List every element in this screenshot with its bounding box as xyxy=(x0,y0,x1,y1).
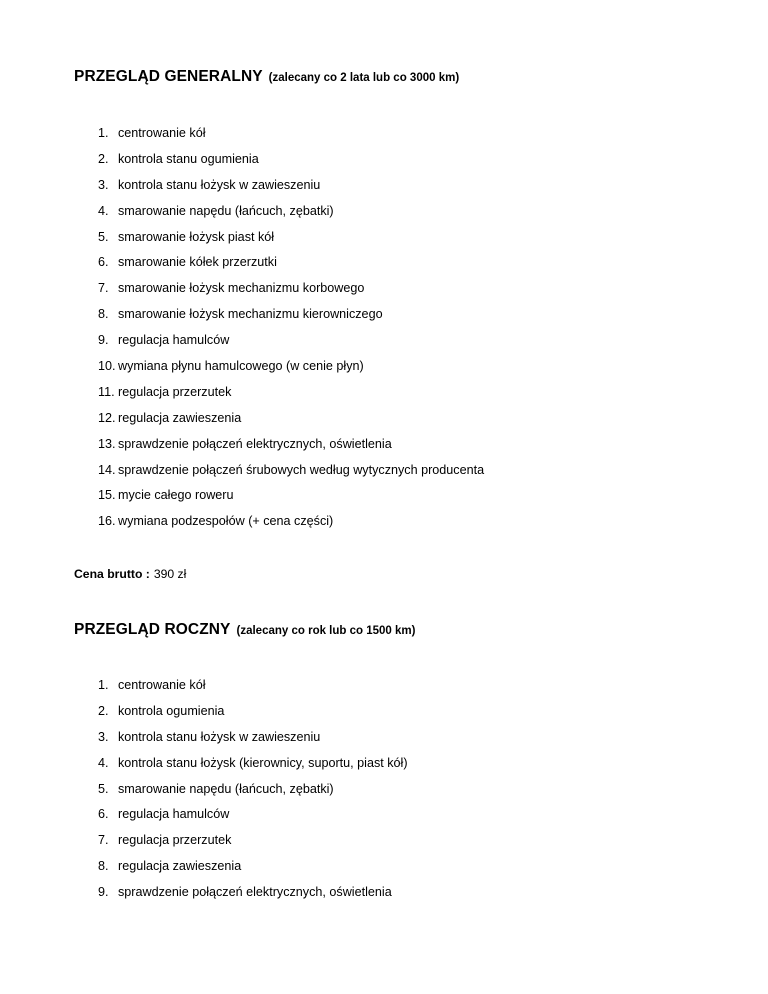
list-item-number: 10. xyxy=(98,359,116,374)
section2-subtitle: (zalecany co rok lub co 1500 km) xyxy=(236,625,416,637)
list-item-text: smarowanie łożysk piast kół xyxy=(118,229,275,244)
list-item xyxy=(98,463,484,489)
list-item-text: smarowanie napędu (łańcuch, zębatki) xyxy=(118,781,334,796)
list-item-text: smarowanie łożysk mechanizmu korbowego xyxy=(118,281,365,296)
list-item-text: regulacja hamulców xyxy=(118,333,230,348)
section2-title: PRZEGLĄD ROCZNY xyxy=(74,621,231,638)
list-item xyxy=(98,488,484,514)
list-item-number: 12. xyxy=(98,410,116,425)
list-item xyxy=(98,307,484,333)
list-item xyxy=(98,704,408,730)
list-item-text: regulacja hamulców xyxy=(118,807,230,822)
list-item-text: kontrola stanu łożysk w zawieszeniu xyxy=(118,177,321,192)
list-item-text: sprawdzenie połączeń śrubowych według wytycznych producenta xyxy=(118,462,485,477)
section2-heading xyxy=(74,621,415,639)
list-item-text: kontrola stanu łożysk w zawieszeniu xyxy=(118,729,321,744)
list-item-number: 6. xyxy=(98,807,109,822)
list-item-number: 4. xyxy=(98,203,109,218)
section1-list xyxy=(98,126,484,540)
price-label: Cena brutto : xyxy=(74,567,150,581)
list-item-number: 11. xyxy=(98,384,115,399)
list-item-number: 4. xyxy=(98,755,109,770)
list-item xyxy=(98,411,484,437)
list-item xyxy=(98,885,408,911)
list-item xyxy=(98,152,484,178)
list-item-text: regulacja przerzutek xyxy=(118,384,232,399)
list-item-number: 2. xyxy=(98,151,109,166)
list-item-number: 1. xyxy=(98,126,109,140)
list-item xyxy=(98,281,484,307)
list-item-number: 5. xyxy=(98,229,109,244)
list-item-text: kontrola stanu łożysk (kierownicy, suportu, piast kół) xyxy=(118,755,408,770)
list-item xyxy=(98,756,408,782)
list-item-number: 3. xyxy=(98,729,109,744)
list-item-text: mycie całego roweru xyxy=(118,488,234,503)
list-item xyxy=(98,255,484,281)
list-item-text: sprawdzenie połączeń elektrycznych, oświetlenia xyxy=(118,885,392,900)
list-item-number: 8. xyxy=(98,859,109,874)
list-item-number: 9. xyxy=(98,885,109,900)
list-item xyxy=(98,178,484,204)
section1-subtitle: (zalecany co 2 lata lub co 3000 km) xyxy=(268,72,460,84)
price-value: 390 zł xyxy=(153,567,187,581)
section1-heading xyxy=(74,68,459,86)
list-item xyxy=(98,678,408,704)
list-item-number: 1. xyxy=(98,678,109,692)
list-item xyxy=(98,385,484,411)
list-item-text: centrowanie kół xyxy=(118,126,206,140)
list-item xyxy=(98,833,408,859)
list-item-text: regulacja przerzutek xyxy=(118,833,232,848)
list-item xyxy=(98,230,484,256)
list-item-number: 2. xyxy=(98,703,109,718)
section1-title: PRZEGLĄD GENERALNY xyxy=(74,68,263,85)
list-item-number: 3. xyxy=(98,177,109,192)
list-item-number: 5. xyxy=(98,781,109,796)
list-item-number: 16. xyxy=(98,514,116,529)
list-item-number: 14. xyxy=(98,462,116,477)
list-item-number: 8. xyxy=(98,307,109,322)
list-item xyxy=(98,126,484,152)
list-item xyxy=(98,333,484,359)
section2-list xyxy=(98,678,408,911)
list-item-text: wymiana podzespołów (+ cena części) xyxy=(118,514,334,529)
list-item-text: regulacja zawieszenia xyxy=(118,410,242,425)
list-item xyxy=(98,807,408,833)
list-item-text: sprawdzenie połączeń elektrycznych, oświetlenia xyxy=(118,436,392,451)
list-item-text: centrowanie kół xyxy=(118,678,206,692)
list-item xyxy=(98,859,408,885)
list-item-number: 6. xyxy=(98,255,109,270)
list-item-number: 9. xyxy=(98,333,109,348)
list-item xyxy=(98,514,484,540)
list-item-text: wymiana płynu hamulcowego (w cenie płyn) xyxy=(118,359,364,374)
list-item xyxy=(98,359,484,385)
list-item-number: 13. xyxy=(98,436,116,451)
list-item-number: 15. xyxy=(98,488,116,503)
list-item-text: smarowanie łożysk mechanizmu kierowniczego xyxy=(118,307,383,322)
list-item xyxy=(98,730,408,756)
list-item xyxy=(98,204,484,230)
list-item-text: kontrola ogumienia xyxy=(118,703,225,718)
list-item-text: smarowanie napędu (łańcuch, zębatki) xyxy=(118,203,334,218)
list-item-text: smarowanie kółek przerzutki xyxy=(118,255,277,270)
list-item-text: regulacja zawieszenia xyxy=(118,859,242,874)
list-item xyxy=(98,437,484,463)
list-item-text: kontrola stanu ogumienia xyxy=(118,151,259,166)
list-item xyxy=(98,782,408,808)
list-item-number: 7. xyxy=(98,281,109,296)
list-item-number: 7. xyxy=(98,833,109,848)
price-line xyxy=(74,567,186,581)
